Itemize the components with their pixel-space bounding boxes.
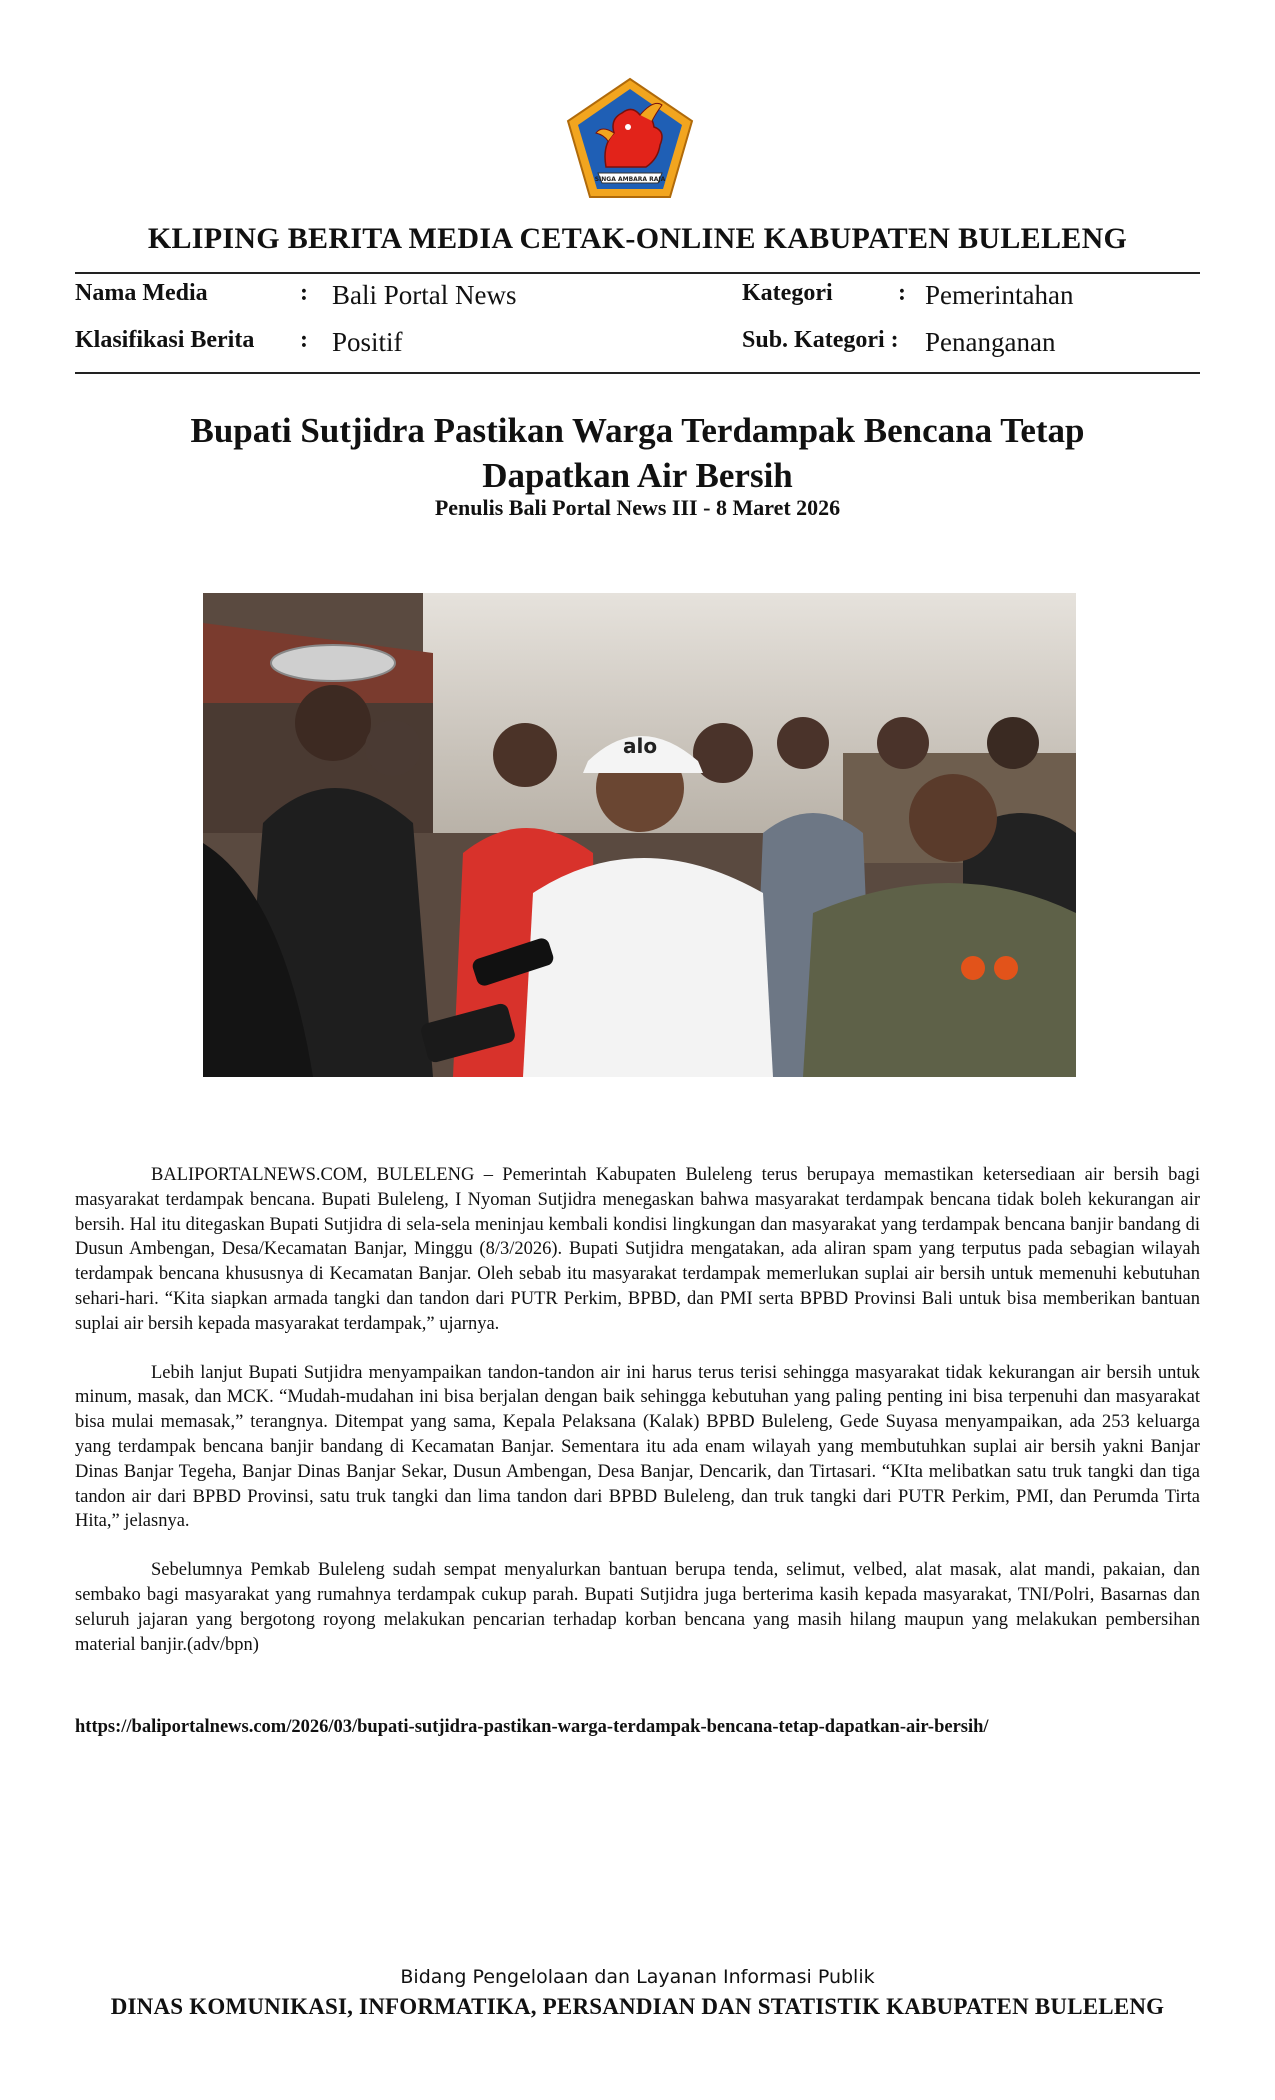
article-body [75, 1163, 1200, 1681]
header-divider-bottom [75, 372, 1200, 374]
photo-cap-logo-text: alo [623, 734, 658, 758]
kategori-label: Kategori [742, 280, 833, 306]
article-title-line-2: Dapatkan Air Bersih [482, 456, 793, 495]
media-label: Nama Media [75, 280, 208, 306]
media-value: Bali Portal News [332, 280, 517, 310]
klasifikasi-value: Positif [332, 327, 403, 357]
news-photo [203, 593, 1076, 1077]
buleleng-emblem-logo [562, 75, 698, 201]
source-url-link[interactable]: https://baliportalnews.com/2026/03/bupati-sutjidra-pastikan-warga-terdampak-bencana-tetap-dapatkan-air-bersih/ [75, 1717, 989, 1737]
kategori-value: Pemerintahan [925, 280, 1074, 310]
media-colon: : [300, 280, 308, 306]
subkategori-label: Sub. Kategori : [742, 327, 899, 353]
article-title [120, 408, 1155, 498]
header-divider-top [75, 272, 1200, 274]
subkategori-value: Penanganan [925, 327, 1056, 357]
article-byline: Penulis Bali Portal News III - 8 Maret 2026 [434, 495, 841, 520]
kategori-colon: : [898, 280, 906, 306]
klasifikasi-colon: : [300, 327, 308, 353]
article-paragraph-3: Sebelumnya Pemkab Buleleng sudah sempat menyalurkan bantuan berupa tenda, selimut, velbed, alat masak, alat mandi, pakaian, dan sembako bagi masyarakat yang rumahnya terdampak cukup parah. Bupati Sutjidra juga berterima kasih kepada masyarakat, TNI/Polri, Basarnas dan seluruh jajaran yang bergotong royong melakukan pencarian terhadap korban bencana yang masih hilang maupun yang melakukan pembersihan material banjir.(adv/bpn) [75, 1560, 1200, 1655]
klasifikasi-label: Klasifikasi Berita [75, 327, 255, 353]
article-title-line-1: Bupati Sutjidra Pastikan Warga Terdampak Bencana Tetap [190, 411, 1085, 450]
footer-department: Bidang Pengelolaan dan Layanan Informasi Publik [400, 1966, 875, 1988]
article-paragraph-2: Lebih lanjut Bupati Sutjidra menyampaikan tandon-tandon air ini harus terus terisi sehingga masyarakat tidak kekurangan air bersih untuk minum, masak, dan MCK. “Mudah-mudahan ini bisa berjalan dengan baik sehingga kebutuhan yang paling penting ini bisa terpenuhi dan masyarakat bisa mulai memasak,” terangnya. Ditempat yang sama, Kepala Pelaksana (Kalak) BPBD Buleleng, Gede Suyasa menyampaikan, ada 253 keluarga yang terdampak bencana banjir bandang di Kecamatan Banjar. Sementara itu ada enam wilayah yang membutuhkan suplai air bersih yakni Banjar Dinas Banjar Tegeha, Banjar Dinas Banjar Sekar, Dusun Ambengan, Desa Banjar, Dencarik, dan Tirtasari. “KIta melibatkan satu truk tangki dan tiga tandon air dari BPBD Provinsi, satu truk tangki dan lima tandon dari BPBD Buleleng, dan truk tangki dari PUTR Perkim, PMI, dan Perumda Tirta Hita,” jelasnya. [75, 1362, 1200, 1532]
document-header-title: KLIPING BERITA MEDIA CETAK-ONLINE KABUPATEN BULELENG [147, 222, 1128, 255]
footer-agency: DINAS KOMUNIKASI, INFORMATIKA, PERSANDIAN DAN STATISTIK KABUPATEN BULELENG [110, 1994, 1165, 2019]
emblem-motto: SINGA AMBARA RAJA [594, 176, 666, 183]
article-paragraph-1: BALIPORTALNEWS.COM, BULELENG – Pemerintah Kabupaten Buleleng terus berupaya memastikan ketersediaan air bersih bagi masyarakat terdampak bencana. Bupati Buleleng, I Nyoman Sutjidra menegaskan bahwa masyarakat terdampak bencana tidak boleh kekurangan air bersih. Hal itu ditegaskan Bupati Sutjidra di sela-sela meninjau kembali kondisi lingkungan dan masyarakat yang terdampak bencana banjir bandang di Dusun Ambengan, Desa/Kecamatan Banjar, Minggu (8/3/2026). Bupati Sutjidra mengatakan, ada aliran spam yang terputus pada sebagian wilayah terdampak bencana khususnya di Kecamatan Banjar. Oleh sebab itu masyarakat terdampak memerlukan suplai air bersih untuk memenuhi kebutuhan sehari-hari. “Kita siapkan armada tangki dan tandon dari PUTR Perkim, BPBD, dan PMI serta BPBD Provinsi Bali untuk bisa memberikan bantuan suplai air bersih kepada masyarakat terdampak,” ujarnya. [75, 1165, 1200, 1334]
